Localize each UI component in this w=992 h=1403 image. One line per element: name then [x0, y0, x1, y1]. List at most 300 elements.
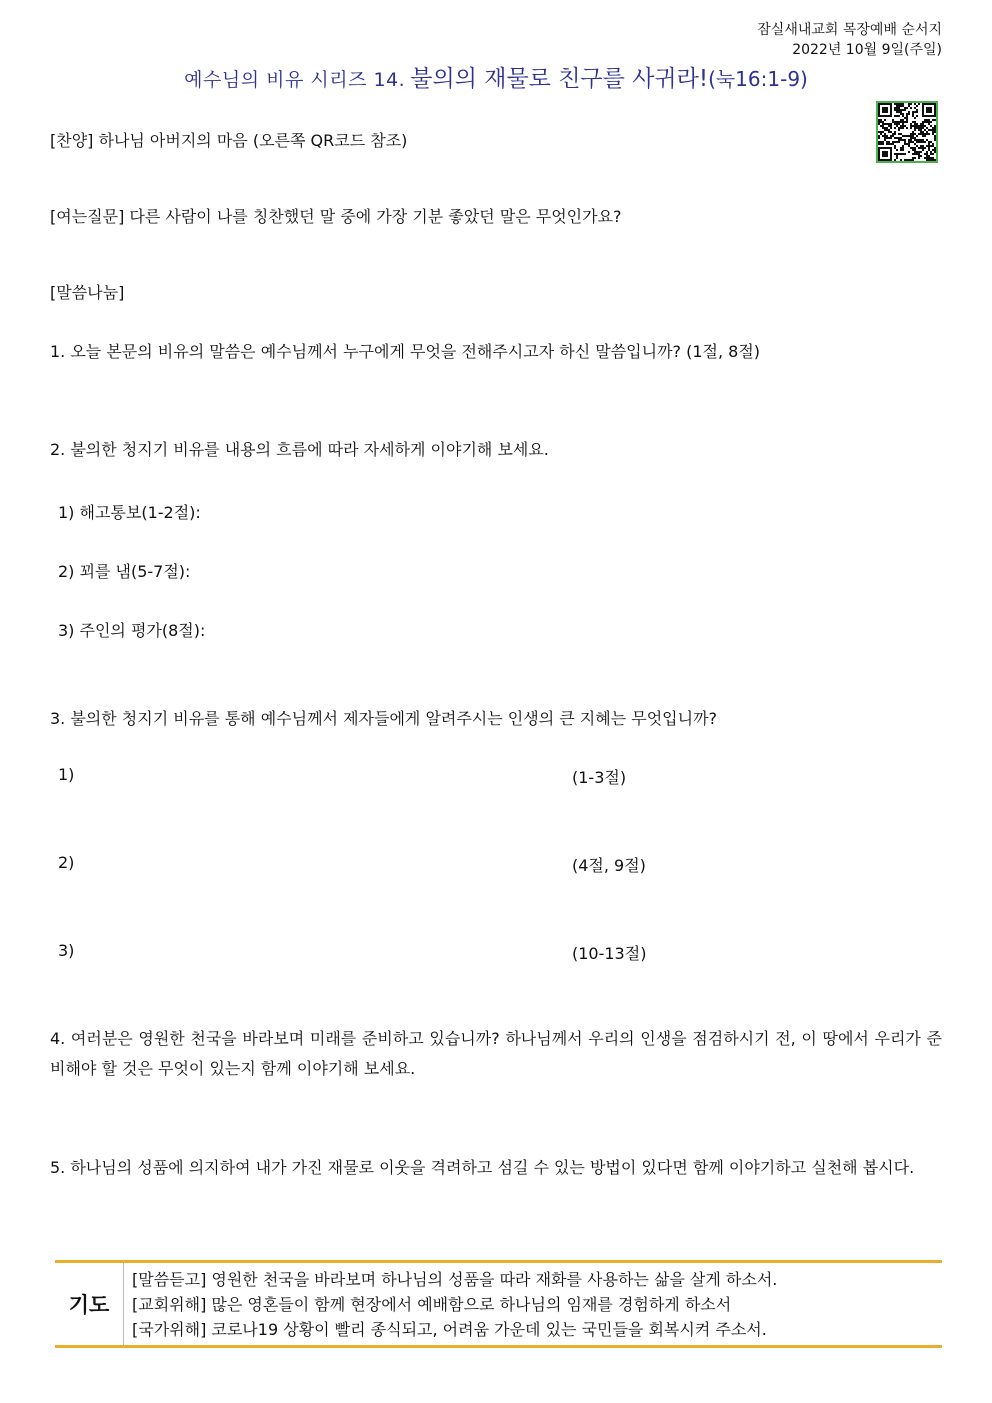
- qr-module: [928, 159, 930, 161]
- qr-module: [880, 115, 882, 117]
- qr-module: [884, 133, 886, 135]
- question-3-item-3-number: 3): [58, 941, 75, 960]
- qr-module: [932, 131, 934, 133]
- qr-module: [898, 141, 900, 143]
- qr-module: [900, 119, 902, 121]
- qr-module: [908, 103, 910, 105]
- qr-module: [916, 135, 918, 137]
- qr-module: [932, 127, 934, 129]
- qr-module: [932, 145, 934, 147]
- qr-module: [924, 147, 926, 149]
- qr-module: [912, 141, 914, 143]
- qr-module: [908, 143, 910, 145]
- qr-module: [896, 103, 898, 105]
- qr-module: [884, 103, 886, 105]
- service-date: 2022년 10월 9일(주일): [792, 42, 942, 58]
- qr-module: [926, 157, 928, 159]
- qr-module: [906, 119, 908, 121]
- qr-module: [896, 141, 898, 143]
- prayer-item-nation: [국가위해] 코로나19 상황이 빨리 종식되고, 어려움 가운데 있는 국민들을 회복시켜 주소서.: [132, 1320, 767, 1339]
- qr-module: [928, 121, 930, 123]
- qr-module: [930, 151, 932, 153]
- qr-module: [878, 121, 880, 123]
- qr-module: [880, 147, 882, 149]
- qr-module: [888, 141, 890, 143]
- qr-module: [916, 111, 918, 113]
- qr-module: [908, 111, 910, 113]
- qr-module: [904, 125, 906, 127]
- qr-module: [900, 127, 902, 129]
- qr-module: [880, 103, 882, 105]
- qr-module: [914, 123, 916, 125]
- qr-module: [926, 111, 928, 113]
- qr-module: [900, 139, 902, 141]
- qr-module: [892, 121, 894, 123]
- qr-module: [878, 115, 880, 117]
- qr-module: [892, 119, 894, 121]
- qr-module: [926, 155, 928, 157]
- qr-module: [886, 147, 888, 149]
- qr-module: [922, 147, 924, 149]
- qr-module: [904, 143, 906, 145]
- qr-module: [932, 143, 934, 145]
- qr-module: [934, 125, 936, 127]
- qr-module: [894, 153, 896, 155]
- qr-module: [934, 131, 936, 133]
- qr-module: [922, 111, 924, 113]
- qr-module: [922, 121, 924, 123]
- qr-module: [924, 157, 926, 159]
- qr-module: [930, 109, 932, 111]
- qr-module: [926, 107, 928, 109]
- qr-module: [906, 117, 908, 119]
- qr-module: [934, 159, 936, 161]
- qr-module: [928, 119, 930, 121]
- qr-module: [932, 119, 934, 121]
- qr-module: [912, 135, 914, 137]
- question-3-item-1-number: 1): [58, 765, 75, 784]
- qr-module: [924, 141, 926, 143]
- qr-module: [908, 139, 910, 141]
- qr-module: [934, 115, 936, 117]
- qr-module: [904, 107, 906, 109]
- qr-module: [900, 111, 902, 113]
- qr-module: [914, 117, 916, 119]
- qr-module: [912, 159, 914, 161]
- qr-module: [930, 157, 932, 159]
- qr-module: [906, 113, 908, 115]
- qr-module: [902, 119, 904, 121]
- qr-module: [888, 103, 890, 105]
- question-3-item-1-verse: (1-3절): [572, 768, 627, 787]
- question-3-item-3-verse: (10-13절): [572, 944, 647, 963]
- qr-module: [916, 105, 918, 107]
- qr-module: [880, 133, 882, 135]
- qr-module: [894, 107, 896, 109]
- qr-module: [902, 105, 904, 107]
- qr-module: [900, 137, 902, 139]
- qr-module: [884, 137, 886, 139]
- qr-module: [930, 125, 932, 127]
- qr-module: [920, 129, 922, 131]
- qr-module: [928, 115, 930, 117]
- qr-module: [930, 121, 932, 123]
- qr-module: [884, 115, 886, 117]
- qr-module: [914, 129, 916, 131]
- qr-module: [878, 111, 880, 113]
- qr-module: [884, 119, 886, 121]
- qr-module: [882, 115, 884, 117]
- qr-module: [892, 135, 894, 137]
- qr-module: [904, 159, 906, 161]
- qr-module: [924, 129, 926, 131]
- qr-module: [896, 121, 898, 123]
- qr-module: [890, 127, 892, 129]
- qr-module: [892, 143, 894, 145]
- qr-module: [916, 153, 918, 155]
- qr-module: [886, 155, 888, 157]
- qr-module: [920, 141, 922, 143]
- qr-module: [878, 153, 880, 155]
- qr-module: [926, 109, 928, 111]
- qr-module: [896, 107, 898, 109]
- qr-module: [908, 113, 910, 115]
- qr-module: [928, 133, 930, 135]
- qr-module: [888, 143, 890, 145]
- qr-module: [922, 127, 924, 129]
- qr-module: [898, 129, 900, 131]
- qr-module: [898, 123, 900, 125]
- qr-module: [916, 123, 918, 125]
- qr-module: [932, 133, 934, 135]
- qr-module: [890, 125, 892, 127]
- qr-module: [918, 151, 920, 153]
- qr-module: [894, 123, 896, 125]
- qr-module: [924, 121, 926, 123]
- qr-module: [878, 113, 880, 115]
- qr-module: [882, 121, 884, 123]
- qr-module: [920, 131, 922, 133]
- qr-module: [898, 105, 900, 107]
- qr-module: [926, 127, 928, 129]
- qr-module: [914, 133, 916, 135]
- qr-module: [934, 149, 936, 151]
- qr-module: [930, 103, 932, 105]
- qr-module: [918, 153, 920, 155]
- qr-module: [930, 141, 932, 143]
- qr-module: [880, 121, 882, 123]
- qr-module: [924, 115, 926, 117]
- qr-module: [882, 103, 884, 105]
- qr-module: [910, 135, 912, 137]
- qr-module: [914, 127, 916, 129]
- qr-module: [878, 109, 880, 111]
- qr-module: [930, 129, 932, 131]
- qr-module: [898, 133, 900, 135]
- qr-module: [894, 109, 896, 111]
- qr-module: [910, 107, 912, 109]
- qr-module: [928, 149, 930, 151]
- qr-module: [928, 157, 930, 159]
- qr-module: [926, 115, 928, 117]
- qr-module: [934, 103, 936, 105]
- qr-module: [878, 149, 880, 151]
- qr-module: [878, 147, 880, 149]
- qr-module: [890, 123, 892, 125]
- qr-module: [920, 155, 922, 157]
- qr-module: [890, 113, 892, 115]
- qr-module: [904, 141, 906, 143]
- qr-module: [928, 123, 930, 125]
- qr-module: [934, 129, 936, 131]
- qr-module: [894, 103, 896, 105]
- qr-module: [890, 159, 892, 161]
- sharing-heading: [말씀나눔]: [50, 283, 125, 302]
- qr-module: [882, 153, 884, 155]
- qr-module: [914, 143, 916, 145]
- qr-module: [878, 141, 880, 143]
- qr-module: [882, 143, 884, 145]
- qr-module: [886, 137, 888, 139]
- qr-module: [910, 147, 912, 149]
- qr-module: [884, 111, 886, 113]
- qr-module: [934, 135, 936, 137]
- qr-module: [894, 127, 896, 129]
- qr-module: [888, 115, 890, 117]
- qr-module: [922, 131, 924, 133]
- qr-module: [884, 151, 886, 153]
- qr-module: [898, 107, 900, 109]
- qr-module: [894, 141, 896, 143]
- qr-module: [882, 141, 884, 143]
- qr-module: [914, 111, 916, 113]
- qr-module: [926, 119, 928, 121]
- qr-module: [926, 139, 928, 141]
- qr-module: [902, 121, 904, 123]
- qr-module: [888, 125, 890, 127]
- qr-module: [930, 145, 932, 147]
- qr-module: [926, 121, 928, 123]
- qr-module: [920, 139, 922, 141]
- qr-module: [888, 137, 890, 139]
- question-2-sub-1: 1) 해고통보(1-2절):: [58, 503, 201, 522]
- qr-module: [926, 145, 928, 147]
- qr-module: [902, 147, 904, 149]
- qr-module: [924, 153, 926, 155]
- qr-module: [890, 157, 892, 159]
- qr-module: [914, 139, 916, 141]
- qr-module: [898, 109, 900, 111]
- qr-module: [918, 155, 920, 157]
- qr-module: [922, 125, 924, 127]
- qr-module: [908, 105, 910, 107]
- qr-module: [884, 109, 886, 111]
- qr-module: [878, 123, 880, 125]
- qr-module: [884, 107, 886, 109]
- qr-module: [906, 127, 908, 129]
- qr-module: [880, 159, 882, 161]
- qr-module: [904, 121, 906, 123]
- qr-module: [918, 139, 920, 141]
- qr-module: [904, 153, 906, 155]
- qr-module: [916, 141, 918, 143]
- qr-module: [900, 133, 902, 135]
- qr-module: [916, 125, 918, 127]
- qr-module: [922, 133, 924, 135]
- qr-module: [912, 125, 914, 127]
- qr-module: [900, 121, 902, 123]
- qr-module: [898, 121, 900, 123]
- qr-module: [910, 123, 912, 125]
- qr-module: [890, 111, 892, 113]
- qr-module: [878, 105, 880, 107]
- qr-module: [932, 157, 934, 159]
- qr-module: [914, 121, 916, 123]
- qr-module: [922, 107, 924, 109]
- qr-module: [898, 153, 900, 155]
- qr-module: [898, 103, 900, 105]
- qr-module: [908, 141, 910, 143]
- qr-module: [930, 153, 932, 155]
- qr-module: [890, 143, 892, 145]
- qr-module: [906, 135, 908, 137]
- question-4: 4. 여러분은 영원한 천국을 바라보며 미래를 준비하고 있습니까? 하나님께서 우리의 인생을 점검하시기 전, 이 땅에서 우리가 준비해야 할 것은 무엇이 있는지 함께 이야기해 보세요.: [50, 1029, 942, 1078]
- qr-module: [890, 151, 892, 153]
- qr-module: [920, 133, 922, 135]
- qr-module: [922, 103, 924, 105]
- qr-module: [884, 129, 886, 131]
- qr-module: [928, 155, 930, 157]
- qr-module: [900, 159, 902, 161]
- qr-module: [878, 135, 880, 137]
- qr-module: [896, 105, 898, 107]
- qr-module: [932, 129, 934, 131]
- qr-module: [922, 115, 924, 117]
- qr-module: [922, 113, 924, 115]
- qr-module: [926, 151, 928, 153]
- qr-module: [896, 109, 898, 111]
- qr-module: [902, 149, 904, 151]
- qr-module: [896, 137, 898, 139]
- qr-module: [892, 133, 894, 135]
- qr-module: [900, 113, 902, 115]
- qr-module: [914, 107, 916, 109]
- qr-module: [922, 135, 924, 137]
- qr-module: [934, 107, 936, 109]
- qr-module: [896, 157, 898, 159]
- qr-module: [934, 139, 936, 141]
- qr-module: [894, 147, 896, 149]
- qr-module: [902, 123, 904, 125]
- qr-module: [934, 113, 936, 115]
- qr-module: [894, 133, 896, 135]
- qr-module: [934, 147, 936, 149]
- qr-module: [886, 143, 888, 145]
- qr-module: [880, 119, 882, 121]
- qr-module: [916, 139, 918, 141]
- qr-module: [890, 155, 892, 157]
- qr-module: [886, 159, 888, 161]
- qr-module: [882, 147, 884, 149]
- qr-module: [878, 103, 880, 105]
- qr-module: [908, 145, 910, 147]
- qr-module: [894, 159, 896, 161]
- title-reference: (눅16:1-9): [708, 67, 808, 91]
- qr-module: [906, 115, 908, 117]
- qr-module: [880, 141, 882, 143]
- qr-module: [928, 143, 930, 145]
- qr-module: [880, 131, 882, 133]
- qr-module: [910, 139, 912, 141]
- title-series: 예수님의 비유 시리즈 14.: [184, 69, 406, 91]
- qr-module: [884, 155, 886, 157]
- qr-module: [878, 151, 880, 153]
- qr-module: [928, 103, 930, 105]
- qr-module: [886, 127, 888, 129]
- qr-module: [878, 155, 880, 157]
- qr-module: [916, 151, 918, 153]
- qr-module: [900, 105, 902, 107]
- qr-module: [910, 159, 912, 161]
- qr-module: [884, 123, 886, 125]
- qr-module: [906, 107, 908, 109]
- church-service-label: 잠실새내교회 목장예배 순서지: [757, 22, 942, 38]
- qr-module: [920, 125, 922, 127]
- qr-module: [888, 147, 890, 149]
- qr-module: [916, 115, 918, 117]
- qr-module: [912, 121, 914, 123]
- qr-module: [914, 147, 916, 149]
- qr-module: [924, 133, 926, 135]
- qr-module: [922, 141, 924, 143]
- qr-module: [888, 123, 890, 125]
- qr-module: [918, 147, 920, 149]
- qr-module: [910, 141, 912, 143]
- qr-module: [892, 141, 894, 143]
- qr-module: [934, 105, 936, 107]
- praise-line: [찬양] 하나님 아버지의 마음 (오른쪽 QR코드 참조): [50, 131, 408, 150]
- qr-module: [934, 127, 936, 129]
- qr-module: [890, 131, 892, 133]
- qr-module: [926, 131, 928, 133]
- qr-module: [882, 127, 884, 129]
- question-1: 1. 오늘 본문의 비유의 말씀은 예수님께서 누구에게 무엇을 전해주시고자 하신 말씀입니까? (1절, 8절): [50, 342, 761, 361]
- qr-module: [902, 145, 904, 147]
- qr-module: [922, 109, 924, 111]
- qr-module: [896, 125, 898, 127]
- qr-module: [902, 127, 904, 129]
- qr-module: [886, 153, 888, 155]
- qr-module: [884, 159, 886, 161]
- qr-module: [882, 109, 884, 111]
- qr-module: [886, 107, 888, 109]
- qr-module: [924, 119, 926, 121]
- qr-module: [878, 157, 880, 159]
- qr-module: [902, 115, 904, 117]
- qr-module: [920, 151, 922, 153]
- qr-module: [896, 149, 898, 151]
- qr-module: [928, 107, 930, 109]
- qr-module: [882, 111, 884, 113]
- qr-module: [882, 155, 884, 157]
- title-main: 불의의 재물로 친구를 사귀라!: [410, 66, 709, 92]
- qr-module: [890, 105, 892, 107]
- qr-module: [908, 159, 910, 161]
- qr-module: [928, 109, 930, 111]
- qr-module: [922, 139, 924, 141]
- qr-module: [928, 145, 930, 147]
- qr-module: [904, 117, 906, 119]
